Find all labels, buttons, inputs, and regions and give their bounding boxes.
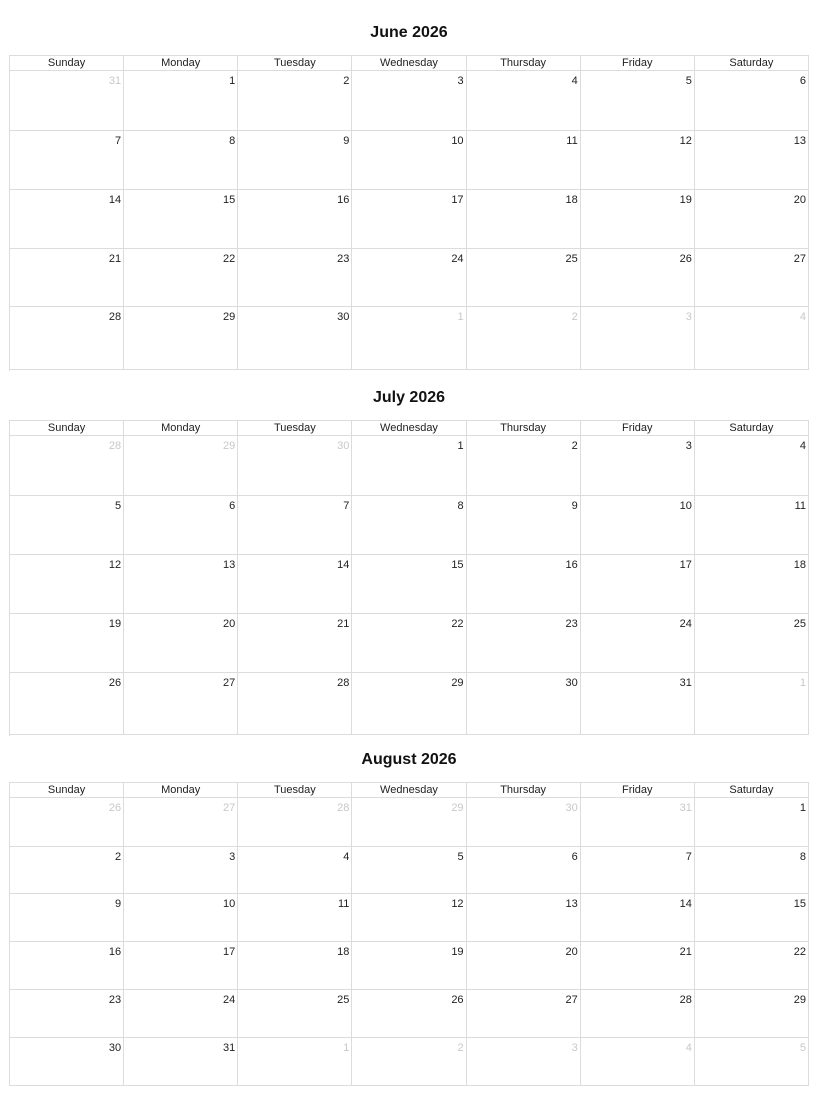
day-cell-adjacent-month[interactable] <box>695 673 809 735</box>
week-row <box>10 436 809 496</box>
day-cell-adjacent-month[interactable] <box>581 798 695 847</box>
week-row <box>10 249 809 307</box>
day-number: 25 <box>793 618 806 630</box>
day-cell[interactable] <box>238 555 352 614</box>
day-number: 30 <box>337 440 350 452</box>
weekday-header: Monday <box>124 56 238 71</box>
day-cell[interactable] <box>10 190 124 249</box>
day-cell[interactable] <box>695 436 809 496</box>
day-cell[interactable] <box>581 990 695 1038</box>
day-number: 1 <box>799 802 806 814</box>
day-cell[interactable] <box>238 894 352 942</box>
day-cell[interactable] <box>467 71 581 131</box>
day-number: 5 <box>457 851 464 863</box>
day-cell[interactable] <box>695 131 809 190</box>
day-number: 20 <box>565 946 578 958</box>
day-number: 22 <box>223 253 236 265</box>
day-number: 5 <box>685 75 692 87</box>
day-cell[interactable] <box>10 1038 124 1086</box>
day-cell[interactable] <box>467 942 581 990</box>
day-number: 22 <box>793 946 806 958</box>
day-cell[interactable] <box>581 496 695 555</box>
weekday-header: Friday <box>581 421 695 436</box>
day-number: 11 <box>566 135 578 147</box>
day-cell[interactable] <box>581 555 695 614</box>
day-cell[interactable] <box>695 942 809 990</box>
day-cell-adjacent-month[interactable] <box>124 436 238 496</box>
week-row <box>10 847 809 894</box>
day-cell[interactable] <box>124 190 238 249</box>
day-cell[interactable] <box>581 847 695 894</box>
day-cell[interactable] <box>352 847 466 894</box>
day-cell[interactable] <box>352 555 466 614</box>
day-number: 3 <box>571 1042 578 1054</box>
weekday-header: Wednesday <box>352 56 466 71</box>
day-number: 27 <box>793 253 806 265</box>
day-number: 26 <box>108 802 122 814</box>
weekday-header: Sunday <box>10 56 124 71</box>
day-cell-adjacent-month[interactable] <box>581 307 695 370</box>
weekday-header: Thursday <box>467 421 581 436</box>
day-number: 1 <box>457 311 464 323</box>
day-cell-adjacent-month[interactable] <box>581 1038 695 1086</box>
day-cell-adjacent-month[interactable] <box>352 798 466 847</box>
day-cell[interactable] <box>695 614 809 673</box>
day-cell[interactable] <box>467 673 581 735</box>
day-number: 28 <box>337 802 350 814</box>
day-cell-adjacent-month[interactable] <box>10 436 124 496</box>
day-cell[interactable] <box>124 496 238 555</box>
week-row <box>10 496 809 555</box>
month-grid <box>9 782 809 1086</box>
weekday-header: Saturday <box>695 56 809 71</box>
day-number: 19 <box>679 194 692 206</box>
day-cell[interactable] <box>238 190 352 249</box>
day-number: 7 <box>115 135 122 147</box>
day-cell[interactable] <box>238 307 352 370</box>
day-number: 3 <box>229 851 236 863</box>
day-number: 1 <box>343 1042 350 1054</box>
month-title: July 2026 <box>372 389 446 406</box>
day-number: 16 <box>337 194 350 206</box>
day-number: 6 <box>799 75 806 87</box>
weekday-header: Monday <box>124 783 238 798</box>
day-cell-adjacent-month[interactable] <box>124 798 238 847</box>
day-number: 30 <box>565 677 578 689</box>
day-number: 27 <box>223 802 236 814</box>
day-number: 20 <box>223 618 236 630</box>
day-number: 15 <box>223 194 236 206</box>
day-cell[interactable] <box>124 249 238 307</box>
day-number: 2 <box>115 851 122 863</box>
day-number: 23 <box>565 618 578 630</box>
day-number: 30 <box>565 802 578 814</box>
day-number: 4 <box>799 440 806 452</box>
day-cell-adjacent-month[interactable] <box>238 436 352 496</box>
day-cell[interactable] <box>352 190 466 249</box>
day-number: 26 <box>451 994 464 1006</box>
day-number: 15 <box>451 559 464 571</box>
weekday-header: Tuesday <box>238 56 352 71</box>
weekday-header: Sunday <box>10 421 124 436</box>
day-cell[interactable] <box>124 990 238 1038</box>
day-number: 17 <box>679 559 692 571</box>
day-cell[interactable] <box>10 990 124 1038</box>
day-cell[interactable] <box>467 990 581 1038</box>
day-number: 18 <box>565 194 578 206</box>
day-cell[interactable] <box>581 894 695 942</box>
day-cell[interactable] <box>10 131 124 190</box>
week-row <box>10 673 809 735</box>
day-cell[interactable] <box>238 673 352 735</box>
day-number: 5 <box>799 1042 806 1054</box>
day-cell-adjacent-month[interactable] <box>352 307 466 370</box>
day-cell[interactable] <box>124 673 238 735</box>
day-number: 23 <box>337 253 350 265</box>
week-row <box>10 990 809 1038</box>
day-number: 9 <box>115 898 122 910</box>
day-number: 21 <box>337 618 350 630</box>
weekday-header: Wednesday <box>352 421 466 436</box>
day-number: 4 <box>685 1042 692 1054</box>
day-number: 19 <box>451 946 464 958</box>
weekday-header-row <box>10 783 809 798</box>
day-cell[interactable] <box>124 894 238 942</box>
day-cell[interactable] <box>467 436 581 496</box>
day-number: 26 <box>679 253 692 265</box>
day-number: 29 <box>793 994 806 1006</box>
day-cell[interactable] <box>10 942 124 990</box>
day-number: 19 <box>108 618 122 630</box>
day-number: 13 <box>565 898 578 910</box>
day-cell[interactable] <box>10 496 124 555</box>
day-number: 18 <box>337 946 350 958</box>
day-number: 3 <box>685 440 692 452</box>
day-cell[interactable] <box>352 71 466 131</box>
day-number: 15 <box>793 898 806 910</box>
day-number: 26 <box>108 677 122 689</box>
day-cell-adjacent-month[interactable] <box>467 798 581 847</box>
day-cell-adjacent-month[interactable] <box>467 1038 581 1086</box>
day-cell[interactable] <box>124 307 238 370</box>
week-row <box>10 614 809 673</box>
day-number: 10 <box>223 898 236 910</box>
weekday-header: Tuesday <box>238 421 352 436</box>
day-cell[interactable] <box>467 614 581 673</box>
weekday-header-row <box>10 421 809 436</box>
day-cell[interactable] <box>238 990 352 1038</box>
week-row <box>10 942 809 990</box>
day-number: 10 <box>451 135 464 147</box>
day-number: 4 <box>799 311 806 323</box>
day-number: 3 <box>457 75 464 87</box>
day-cell[interactable] <box>10 307 124 370</box>
day-number: 12 <box>451 898 464 910</box>
day-number: 29 <box>223 311 236 323</box>
day-cell[interactable] <box>467 894 581 942</box>
day-cell[interactable] <box>581 71 695 131</box>
day-number: 4 <box>571 75 578 87</box>
day-number: 31 <box>679 802 692 814</box>
day-cell-adjacent-month[interactable] <box>238 798 352 847</box>
day-cell[interactable] <box>581 673 695 735</box>
day-number: 6 <box>571 851 578 863</box>
day-number: 6 <box>229 500 236 512</box>
day-number: 21 <box>679 946 692 958</box>
day-number: 5 <box>115 500 122 512</box>
day-number: 31 <box>679 677 692 689</box>
day-cell[interactable] <box>581 249 695 307</box>
day-number: 17 <box>223 946 236 958</box>
day-number: 21 <box>108 253 122 265</box>
day-cell[interactable] <box>124 555 238 614</box>
day-number: 27 <box>565 994 578 1006</box>
weekday-header: Friday <box>581 56 695 71</box>
day-number: 25 <box>337 994 350 1006</box>
day-number: 24 <box>451 253 464 265</box>
day-number: 8 <box>229 135 236 147</box>
day-number: 14 <box>108 194 122 206</box>
day-cell-adjacent-month[interactable] <box>238 1038 352 1086</box>
week-row <box>10 71 809 131</box>
day-cell[interactable] <box>467 847 581 894</box>
day-number: 11 <box>794 500 806 512</box>
day-number: 8 <box>457 500 464 512</box>
week-row <box>10 555 809 614</box>
day-cell[interactable] <box>352 436 466 496</box>
week-row <box>10 307 809 370</box>
day-cell[interactable] <box>695 190 809 249</box>
day-cell[interactable] <box>695 990 809 1038</box>
day-cell-adjacent-month[interactable] <box>10 71 124 131</box>
day-cell[interactable] <box>695 71 809 131</box>
day-number: 1 <box>799 677 806 689</box>
day-cell-adjacent-month[interactable] <box>10 798 124 847</box>
day-cell-adjacent-month[interactable] <box>695 307 809 370</box>
day-number: 28 <box>337 677 350 689</box>
day-cell[interactable] <box>238 496 352 555</box>
day-number: 24 <box>679 618 692 630</box>
day-number: 25 <box>565 253 578 265</box>
day-number: 3 <box>685 311 692 323</box>
weekday-header: Saturday <box>695 421 809 436</box>
day-cell[interactable] <box>238 942 352 990</box>
month-title: June 2026 <box>370 24 448 41</box>
day-number: 13 <box>223 559 236 571</box>
day-number: 13 <box>793 135 806 147</box>
day-number: 14 <box>337 559 350 571</box>
day-number: 10 <box>679 500 692 512</box>
day-number: 7 <box>685 851 692 863</box>
day-number: 23 <box>108 994 122 1006</box>
day-number: 8 <box>799 851 806 863</box>
weekday-header: Monday <box>124 421 238 436</box>
day-number: 1 <box>229 75 236 87</box>
weekday-header: Saturday <box>695 783 809 798</box>
week-row <box>10 894 809 942</box>
day-cell[interactable] <box>124 614 238 673</box>
day-cell[interactable] <box>238 847 352 894</box>
day-cell[interactable] <box>695 847 809 894</box>
day-cell-adjacent-month[interactable] <box>352 1038 466 1086</box>
weekday-header: Tuesday <box>238 783 352 798</box>
day-cell[interactable] <box>238 249 352 307</box>
day-cell[interactable] <box>581 614 695 673</box>
weekday-header-row <box>10 56 809 71</box>
day-cell[interactable] <box>467 249 581 307</box>
day-number: 2 <box>571 440 578 452</box>
day-cell[interactable] <box>467 555 581 614</box>
day-number: 20 <box>793 194 806 206</box>
day-number: 31 <box>108 75 122 87</box>
month-grid <box>9 55 809 371</box>
day-cell[interactable] <box>10 894 124 942</box>
day-cell[interactable] <box>238 71 352 131</box>
day-cell[interactable] <box>352 496 466 555</box>
day-number: 28 <box>108 311 122 323</box>
day-cell[interactable] <box>695 798 809 847</box>
day-number: 12 <box>679 135 692 147</box>
day-number: 1 <box>457 440 464 452</box>
day-cell[interactable] <box>467 190 581 249</box>
week-row <box>10 798 809 847</box>
day-number: 29 <box>451 802 464 814</box>
weekday-header: Thursday <box>467 56 581 71</box>
day-cell[interactable] <box>352 942 466 990</box>
weekday-header: Friday <box>581 783 695 798</box>
day-number: 18 <box>793 559 806 571</box>
day-number: 22 <box>451 618 464 630</box>
day-cell[interactable] <box>352 673 466 735</box>
day-cell[interactable] <box>695 496 809 555</box>
day-cell[interactable] <box>124 71 238 131</box>
day-cell[interactable] <box>467 496 581 555</box>
day-cell[interactable] <box>124 1038 238 1086</box>
day-cell[interactable] <box>352 894 466 942</box>
day-number: 9 <box>571 500 578 512</box>
day-cell[interactable] <box>467 131 581 190</box>
day-number: 28 <box>108 440 122 452</box>
day-cell[interactable] <box>352 249 466 307</box>
day-number: 30 <box>337 311 350 323</box>
day-number: 17 <box>451 194 464 206</box>
day-cell[interactable] <box>10 614 124 673</box>
day-cell[interactable] <box>581 131 695 190</box>
day-cell[interactable] <box>695 555 809 614</box>
day-number: 29 <box>451 677 464 689</box>
day-cell[interactable] <box>10 673 124 735</box>
day-number: 30 <box>108 1042 122 1054</box>
day-number: 14 <box>679 898 692 910</box>
day-number: 9 <box>343 135 350 147</box>
day-cell[interactable] <box>352 614 466 673</box>
day-number: 29 <box>223 440 236 452</box>
day-cell-adjacent-month[interactable] <box>695 1038 809 1086</box>
week-row <box>10 1038 809 1086</box>
day-number: 7 <box>343 500 350 512</box>
day-cell[interactable] <box>581 436 695 496</box>
day-cell[interactable] <box>695 249 809 307</box>
weekday-header: Sunday <box>10 783 124 798</box>
day-number: 16 <box>108 946 122 958</box>
weekday-header: Thursday <box>467 783 581 798</box>
day-number: 12 <box>108 559 122 571</box>
month-grid <box>9 420 809 736</box>
day-cell[interactable] <box>124 847 238 894</box>
day-cell[interactable] <box>10 555 124 614</box>
day-cell[interactable] <box>10 249 124 307</box>
day-cell[interactable] <box>124 131 238 190</box>
day-cell-adjacent-month[interactable] <box>467 307 581 370</box>
month-title: August 2026 <box>361 751 457 768</box>
day-number: 27 <box>223 677 236 689</box>
day-number: 28 <box>679 994 692 1006</box>
day-cell[interactable] <box>581 942 695 990</box>
day-number: 16 <box>565 559 578 571</box>
day-number: 2 <box>457 1042 464 1054</box>
day-cell[interactable] <box>124 942 238 990</box>
day-cell[interactable] <box>238 614 352 673</box>
day-cell[interactable] <box>581 190 695 249</box>
weekday-header: Wednesday <box>352 783 466 798</box>
day-number: 31 <box>223 1042 236 1054</box>
day-number: 2 <box>571 311 578 323</box>
day-cell[interactable] <box>10 847 124 894</box>
day-cell[interactable] <box>352 990 466 1038</box>
day-cell[interactable] <box>238 131 352 190</box>
day-number: 11 <box>338 898 350 910</box>
week-row <box>10 190 809 249</box>
day-cell[interactable] <box>695 894 809 942</box>
day-number: 24 <box>223 994 236 1006</box>
day-number: 2 <box>343 75 350 87</box>
day-number: 4 <box>343 851 350 863</box>
day-cell[interactable] <box>352 131 466 190</box>
week-row <box>10 131 809 190</box>
